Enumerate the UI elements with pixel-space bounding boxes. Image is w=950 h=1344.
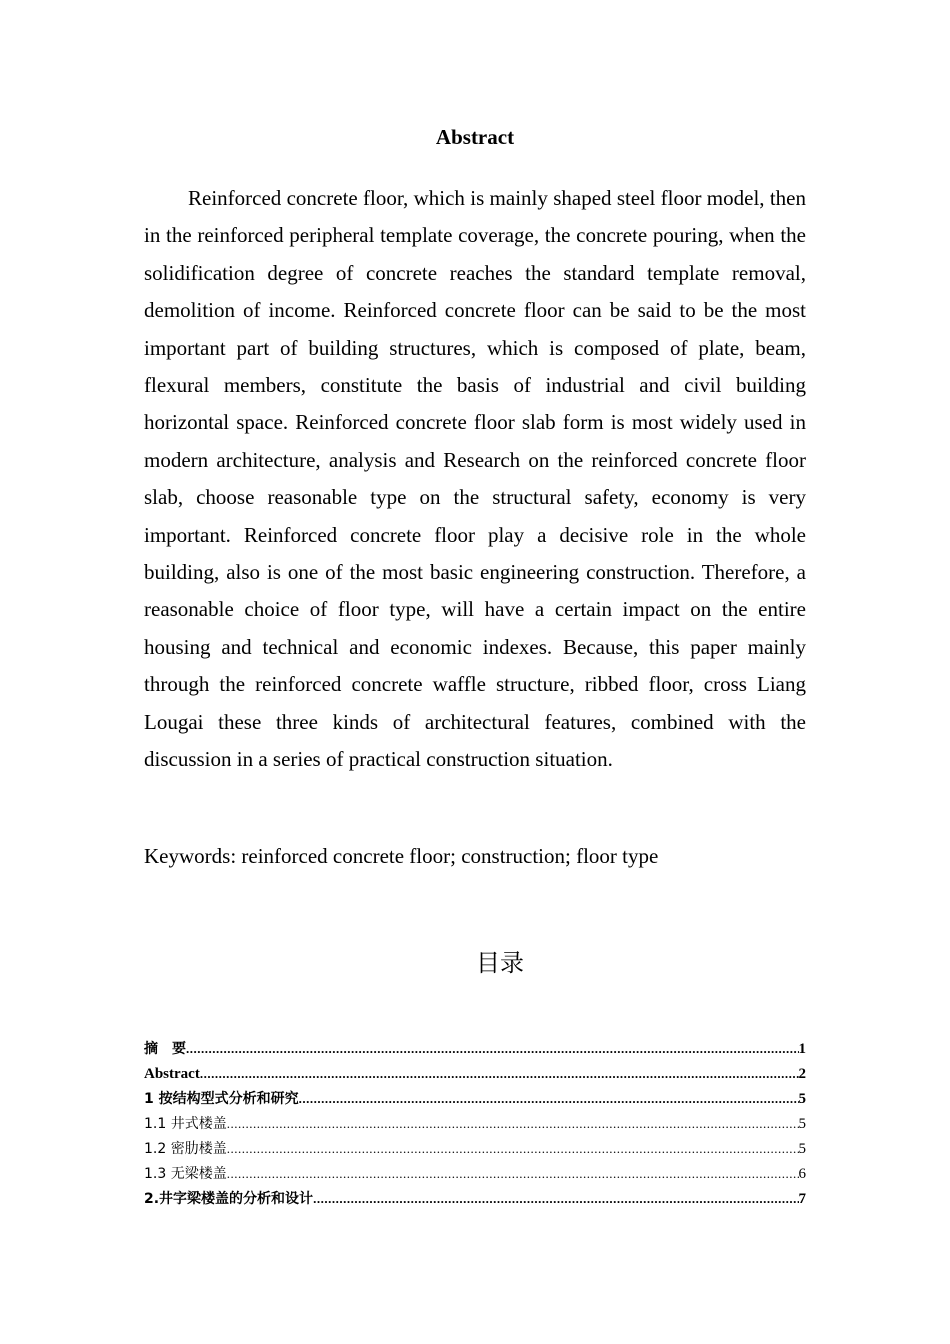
toc-entry-label: 1.1 井式楼盖 [144,1116,227,1132]
abstract-paragraph: Reinforced concrete floor, which is mainly shaped steel floor model, then in the reinforced peripheral template coverage, the concrete pouring, when the solidification degree of concrete reaches the standard template removal, demolition of income. Reinforced concrete floor can be said to be the most important part of building structures, which is composed of plate, beam, flexural members, constitute the basis of industrial and civil building horizontal space. Reinforced concrete floor slab form is most widely used in modern architecture, analysis and Research on the reinforced concrete floor slab, choose reasonable type on the structural safety, economy is very important. Reinforced concrete floor play a decisive role in the whole building, also is one of the most basic engineering construction. Therefore, a reasonable choice of floor type, will have a certain impact on the entire housing and technical and economic indexes. Because, this paper mainly through the reinforced concrete waffle structure, ribbed floor, cross Liang Lougai these three kinds of architectural features, combined with the discussion in a series of practical construction situation. [144,186,806,772]
toc-leader-dots [227,1163,799,1185]
toc-entry-chapter-2[interactable] [144,1188,806,1213]
toc-leader-dots [200,1063,799,1085]
toc-entry-section-1-3[interactable] [144,1163,806,1188]
toc-entry-label: 1.2 密肋楼盖 [144,1141,227,1157]
toc-entry-page: 5 [798,1116,806,1132]
toc-leader-dots [313,1188,798,1210]
toc-leader-dots [227,1113,799,1135]
toc-entry-abstract[interactable] [144,1063,806,1088]
toc-entry-section-1-1[interactable] [144,1113,806,1138]
toc-entry-page: 6 [798,1166,806,1182]
toc-entry-page: 2 [798,1066,806,1082]
toc-entry-page: 1 [798,1041,806,1057]
toc-leader-dots [186,1038,799,1060]
toc-entry-chapter-1[interactable] [144,1088,806,1113]
toc-entry-label: Abstract [144,1066,200,1082]
toc-entry-page: 5 [798,1141,806,1157]
toc-entry-section-1-2[interactable] [144,1138,806,1163]
toc-entry-page: 5 [798,1091,806,1107]
toc-leader-dots [299,1088,799,1110]
toc-entry-page: 7 [798,1191,806,1207]
toc-leader-dots [227,1138,799,1160]
table-of-contents [144,1038,806,1213]
toc-entry-label: 摘 要 [144,1041,186,1057]
toc-entry-label: 1 按结构型式分析和研究 [144,1091,299,1107]
toc-entry-label: 1.3 无梁楼盖 [144,1166,227,1182]
toc-entry-label: 2.井字梁楼盖的分析和设计 [144,1191,314,1207]
toc-heading: 目录 [476,949,524,977]
toc-entry-abstract-zh[interactable] [144,1038,806,1063]
abstract-heading: Abstract [435,125,515,149]
keywords-line: Keywords: reinforced concrete floor; construction; floor type [144,844,659,868]
